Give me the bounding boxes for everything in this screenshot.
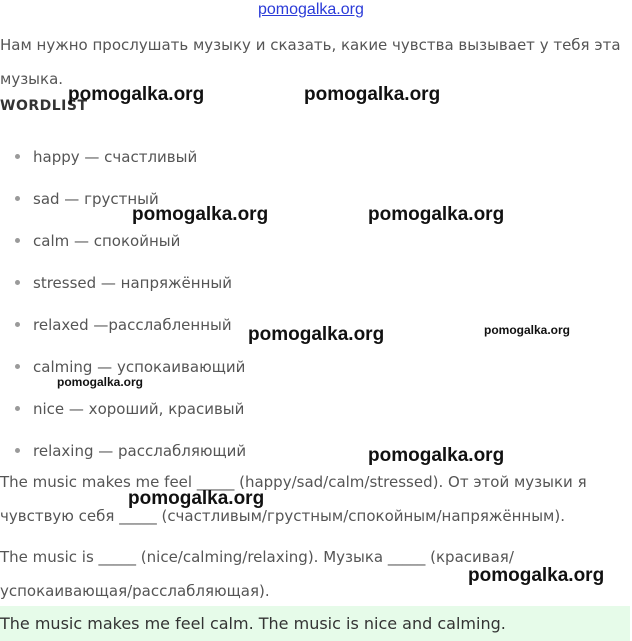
wordlist-heading: WORDLIST bbox=[0, 98, 88, 114]
wordlist-item: sad — грустный bbox=[0, 178, 400, 220]
bullet-icon bbox=[15, 238, 20, 243]
watermark: pomogalka.org bbox=[128, 488, 265, 509]
bullet-icon bbox=[15, 448, 20, 453]
wordlist-item: happy — счастливый bbox=[0, 136, 400, 178]
sentence-template-music: The music is _____ (nice/calming/relaxing). Музыка _____ (красивая/успокаивающая/расслабляющая). bbox=[0, 548, 514, 600]
bullet-icon bbox=[15, 196, 20, 201]
watermark: pomogalka.org bbox=[484, 323, 571, 337]
bullet-icon bbox=[15, 280, 20, 285]
bullet-icon bbox=[15, 364, 20, 369]
wordlist-item: calm — спокойный bbox=[0, 220, 400, 262]
watermark: pomogalka.org bbox=[248, 324, 385, 345]
bullet-icon bbox=[15, 154, 20, 159]
watermark: pomogalka.org bbox=[57, 375, 144, 389]
watermark: pomogalka.org bbox=[132, 204, 269, 225]
bullet-icon bbox=[15, 406, 20, 411]
bullet-icon bbox=[15, 322, 20, 327]
wordlist-item: relaxing — расслабляющий bbox=[0, 430, 400, 472]
watermark: pomogalka.org bbox=[68, 84, 205, 105]
answer-box: The music makes me feel calm. The music is nice and calming. bbox=[0, 606, 630, 641]
watermark: pomogalka.org bbox=[304, 84, 441, 105]
wordlist-item: stressed — напряжённый bbox=[0, 262, 400, 304]
wordlist bbox=[0, 136, 400, 472]
watermark: pomogalka.org bbox=[468, 565, 605, 586]
task-intro-text: Нам нужно прослушать музыку и сказать, какие чувства вызывает у тебя эта музыка. bbox=[0, 36, 621, 88]
wordlist-item: relaxed —расслабленный bbox=[0, 304, 400, 346]
wordlist-item: nice — хороший, красивый bbox=[0, 388, 400, 430]
site-header-link[interactable]: pomogalka.org bbox=[258, 1, 364, 18]
sentence-template-feel: The music makes me feel _____ (happy/sad/calm/stressed). От этой музыки я чувствую себя _____ (счастливым/грустным/спокойным/напряжённым). bbox=[0, 473, 587, 525]
wordlist-item: calming — успокаивающий bbox=[0, 346, 400, 388]
watermark: pomogalka.org bbox=[368, 445, 505, 466]
watermark: pomogalka.org bbox=[368, 204, 505, 225]
